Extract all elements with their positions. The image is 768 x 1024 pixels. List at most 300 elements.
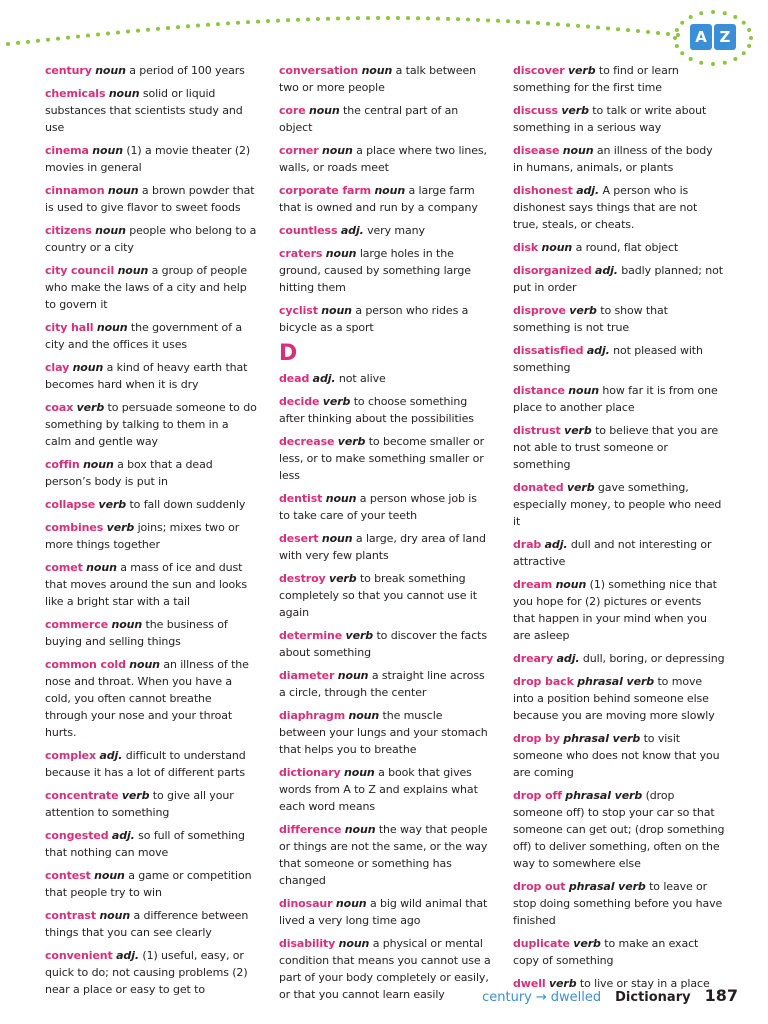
definition: to break something completely so that you cannot use it again	[279, 572, 477, 619]
arrow-icon: →	[535, 990, 547, 1005]
headword: citizens	[45, 224, 92, 237]
dot	[536, 21, 540, 25]
dot	[266, 19, 270, 23]
headword: disorganized	[513, 264, 592, 277]
part-of-speech: phrasal verb	[563, 732, 641, 745]
dictionary-entry	[45, 182, 257, 216]
part-of-speech: noun	[83, 458, 114, 471]
definition: a large, dry area of land with very few plants	[279, 532, 486, 562]
dot	[747, 28, 751, 32]
dot	[711, 10, 715, 14]
headword: drab	[513, 538, 542, 551]
definition: a big wild animal that lived a very long time ago	[279, 897, 488, 927]
dot	[206, 23, 210, 27]
part-of-speech: noun	[321, 532, 353, 545]
dot	[446, 17, 450, 21]
part-of-speech: verb	[337, 435, 366, 448]
definition: not alive	[338, 372, 386, 385]
part-of-speech: noun	[348, 709, 380, 722]
definition: joins; mixes two or more things together	[45, 521, 240, 551]
headword: concentrate	[45, 789, 119, 802]
definition: badly planned; not put in order	[513, 264, 723, 294]
part-of-speech: noun	[555, 578, 587, 591]
dot	[689, 57, 693, 61]
headword: dead	[279, 372, 310, 385]
dictionary-entry	[45, 456, 257, 490]
dot	[246, 20, 250, 24]
definition: to talk or write about something in a serious way	[513, 104, 707, 134]
column-2	[279, 62, 491, 1001]
dot	[656, 31, 660, 35]
definition: the business of buying and selling things	[45, 618, 228, 648]
dictionary-entry	[45, 907, 257, 941]
dot	[126, 30, 130, 34]
part-of-speech: verb	[561, 104, 589, 117]
dot	[689, 15, 693, 19]
headword: dictionary	[279, 766, 341, 779]
dot	[742, 51, 746, 55]
dictionary-entry	[513, 479, 725, 530]
range-start: century	[482, 990, 532, 1005]
headword: clay	[45, 361, 70, 374]
definition: a book that gives words from A to Z and explains what each word means	[279, 766, 478, 813]
dot	[276, 19, 280, 23]
definition: difficult to understand because it has a lot of different parts	[45, 749, 246, 779]
headword: disability	[279, 937, 336, 950]
dot	[526, 20, 530, 24]
headword: city council	[45, 264, 115, 277]
part-of-speech: noun	[562, 144, 594, 157]
dot	[747, 44, 751, 48]
definition: a person whose job is to take care of your teeth	[279, 492, 477, 522]
part-of-speech: noun	[325, 247, 357, 260]
headword: decrease	[279, 435, 335, 448]
dot	[286, 18, 290, 22]
dot	[216, 22, 220, 26]
badge-letter-z: Z	[714, 24, 736, 50]
part-of-speech: noun	[96, 321, 128, 334]
headword: conversation	[279, 64, 359, 77]
headword: complex	[45, 749, 97, 762]
part-of-speech: verb	[322, 395, 351, 408]
headword: dwell	[513, 977, 546, 990]
dot	[733, 57, 737, 61]
dot	[156, 27, 160, 31]
dot	[236, 21, 240, 25]
dot	[106, 31, 110, 35]
dot	[546, 22, 550, 26]
dictionary-entry	[513, 935, 725, 969]
dictionary-entry	[279, 245, 491, 296]
dot	[166, 26, 170, 30]
badge-letter-a: A	[690, 24, 712, 50]
part-of-speech: noun	[99, 909, 131, 922]
dot	[356, 16, 360, 20]
dot	[466, 18, 470, 22]
dot	[26, 40, 30, 44]
dot	[456, 17, 460, 21]
definition: to believe that you are not able to trust someone or something	[513, 424, 719, 471]
dot	[596, 25, 600, 29]
headword: decide	[279, 395, 320, 408]
part-of-speech: noun	[322, 144, 353, 157]
section-title: Dictionary	[615, 990, 691, 1005]
page-footer	[482, 986, 738, 1006]
dot	[326, 17, 330, 21]
headword: dishonest	[513, 184, 573, 197]
part-of-speech: verb	[121, 789, 150, 802]
part-of-speech: noun	[337, 669, 369, 682]
dot	[723, 11, 727, 15]
dictionary-entry	[45, 867, 257, 901]
definition: to persuade someone to do something by talking to them in a calm and gentle way	[45, 401, 257, 448]
part-of-speech: adj.	[556, 652, 580, 665]
headword: dentist	[279, 492, 323, 505]
definition: (drop someone off) to stop your car so that someone can get out; (drop something off) to deliver something, often on the way to somewhere else	[513, 789, 725, 870]
headword: chemicals	[45, 87, 106, 100]
dictionary-entry	[45, 62, 257, 79]
headword: cinnamon	[45, 184, 105, 197]
dot	[396, 16, 400, 20]
dot	[406, 16, 410, 20]
dictionary-entry	[513, 342, 725, 376]
dot	[616, 27, 620, 31]
headword: cyclist	[279, 304, 318, 317]
headword: common cold	[45, 658, 126, 671]
dot	[636, 29, 640, 33]
part-of-speech: noun	[94, 869, 125, 882]
dictionary-entry	[279, 393, 491, 427]
definition: a group of people who make the laws of a city and help to govern it	[45, 264, 247, 311]
definition: the muscle between your lungs and your stomach that helps you to breathe	[279, 709, 488, 756]
part-of-speech: verb	[345, 629, 374, 642]
definition: to choose something after thinking about the possibilities	[279, 395, 474, 425]
headword: collapse	[45, 498, 96, 511]
definition: an illness of the nose and throat. When you have a cold, you often cannot breathe through your nose and your throat hurts.	[45, 658, 249, 739]
dictionary-entry	[513, 878, 725, 929]
dictionary-entry	[279, 707, 491, 758]
definition: A person who is dishonest says things that are not true, steals, or cheats.	[513, 184, 698, 231]
dot	[556, 22, 560, 26]
headword: coffin	[45, 458, 80, 471]
dot	[673, 36, 677, 40]
dictionary-entry	[513, 576, 725, 644]
dot	[56, 37, 60, 41]
dictionary-entry	[45, 787, 257, 821]
part-of-speech: verb	[76, 401, 105, 414]
dictionary-entry	[513, 102, 725, 136]
definition: to live or stay in a place	[579, 977, 710, 990]
definition: so full of something that nothing can move	[45, 829, 245, 859]
dot	[136, 29, 140, 33]
headword: core	[279, 104, 306, 117]
headword: disprove	[513, 304, 566, 317]
part-of-speech: noun	[344, 823, 376, 836]
dictionary-entry	[279, 821, 491, 889]
headword: craters	[279, 247, 323, 260]
definition: (1) something nice that you hope for (2) pictures or events that happen in your mind when you are asleep	[513, 578, 717, 642]
part-of-speech: verb	[329, 572, 357, 585]
dot	[675, 28, 679, 32]
dot	[86, 34, 90, 38]
part-of-speech: noun	[338, 937, 370, 950]
dot	[680, 51, 684, 55]
dictionary-entry	[45, 222, 257, 256]
definition: a person who rides a bicycle as a sport	[279, 304, 469, 334]
dot	[506, 19, 510, 23]
dot	[626, 28, 630, 32]
definition: to become smaller or less, or to make something smaller or less	[279, 435, 485, 482]
headword: comet	[45, 561, 83, 574]
part-of-speech: noun	[92, 144, 123, 157]
dot	[76, 35, 80, 39]
dictionary-entry	[45, 827, 257, 861]
definition: to make an exact copy of something	[513, 937, 699, 967]
headword: drop off	[513, 789, 562, 802]
definition: to give all your attention to something	[45, 789, 234, 819]
part-of-speech: noun	[308, 104, 340, 117]
dictionary-entry	[279, 370, 491, 387]
dictionary-entry	[513, 730, 725, 781]
dot	[416, 16, 420, 20]
headword: city hall	[45, 321, 94, 334]
dot	[36, 39, 40, 43]
dot	[226, 21, 230, 25]
definition: a box that a dead person’s body is put in	[45, 458, 213, 488]
dictionary-entry	[279, 935, 491, 1003]
dictionary-entry	[45, 656, 257, 741]
headword: combines	[45, 521, 104, 534]
headword: coax	[45, 401, 74, 414]
dictionary-entry	[513, 142, 725, 176]
headword: corporate farm	[279, 184, 372, 197]
definition: a kind of heavy earth that becomes hard when it is dry	[45, 361, 248, 391]
definition: very many	[367, 224, 425, 237]
dictionary-entry	[513, 262, 725, 296]
dictionary-entry	[513, 182, 725, 233]
range-end: dwelled	[550, 990, 602, 1005]
dot	[176, 25, 180, 29]
part-of-speech: verb	[573, 937, 601, 950]
dictionary-entry	[279, 570, 491, 621]
part-of-speech: noun	[107, 184, 139, 197]
part-of-speech: noun	[335, 897, 367, 910]
headword: duplicate	[513, 937, 570, 950]
dot	[486, 18, 490, 22]
dot	[66, 36, 70, 40]
headword: countless	[279, 224, 338, 237]
part-of-speech: adj.	[312, 372, 336, 385]
part-of-speech: noun	[325, 492, 357, 505]
definition: to leave or stop doing something before you have finished	[513, 880, 723, 927]
dictionary-entry	[45, 747, 257, 781]
definition: (1) a movie theater (2) movies in general	[45, 144, 251, 174]
dictionary-entry	[45, 85, 257, 136]
definition: a talk between two or more people	[279, 64, 477, 94]
part-of-speech: adj.	[99, 749, 123, 762]
part-of-speech: adj.	[586, 344, 610, 357]
dot	[436, 17, 440, 21]
headword: determine	[279, 629, 343, 642]
dot	[586, 25, 590, 29]
dot	[306, 17, 310, 21]
headword: donated	[513, 481, 564, 494]
a-to-z-badge-icon	[690, 24, 736, 52]
headword: century	[45, 64, 92, 77]
headword: desert	[279, 532, 319, 545]
part-of-speech: noun	[344, 766, 375, 779]
part-of-speech: adj.	[116, 949, 139, 962]
dot	[646, 30, 650, 34]
definition: a game or competition that people try to win	[45, 869, 252, 899]
definition: an illness of the body in humans, animals, or plants	[513, 144, 713, 174]
dictionary-entry	[45, 947, 257, 998]
part-of-speech: noun	[86, 561, 117, 574]
dot	[699, 11, 703, 15]
headword: disk	[513, 241, 539, 254]
dictionary-entry	[513, 239, 725, 256]
dot	[496, 19, 500, 23]
headword: disease	[513, 144, 560, 157]
definition: a mass of ice and dust that moves around the sun and looks like a bright star with a tail	[45, 561, 247, 608]
dot	[336, 17, 340, 21]
headword: dinosaur	[279, 897, 333, 910]
part-of-speech: noun	[129, 658, 160, 671]
dictionary-entry	[279, 627, 491, 661]
dictionary-entry	[45, 616, 257, 650]
part-of-speech: noun	[321, 304, 352, 317]
dot	[606, 26, 610, 30]
dot	[256, 20, 260, 24]
dictionary-entry	[513, 62, 725, 96]
dictionary-entry	[45, 399, 257, 450]
dot	[676, 33, 680, 37]
section-letter: D	[279, 341, 298, 366]
dot	[196, 24, 200, 28]
dot	[386, 16, 390, 20]
definition: the government of a city and the offices it uses	[45, 321, 242, 351]
dictionary-entry	[513, 382, 725, 416]
dictionary-entry	[45, 359, 257, 393]
part-of-speech: verb	[567, 64, 596, 77]
headword: discover	[513, 64, 565, 77]
headword: drop out	[513, 880, 566, 893]
part-of-speech: verb	[106, 521, 135, 534]
part-of-speech: adj.	[544, 538, 568, 551]
dot	[680, 21, 684, 25]
part-of-speech: adj.	[111, 829, 135, 842]
definition: to show that something is not true	[513, 304, 668, 334]
dictionary-entry	[279, 764, 491, 815]
part-of-speech: noun	[568, 384, 599, 397]
definition: people who belong to a country or a city	[45, 224, 257, 254]
dot	[366, 16, 370, 20]
dictionary-entry	[279, 142, 491, 176]
part-of-speech: verb	[569, 304, 597, 317]
dot	[116, 31, 120, 35]
dictionary-entry	[279, 895, 491, 929]
headword: drop by	[513, 732, 560, 745]
dictionary-entry	[513, 673, 725, 724]
dot	[346, 16, 350, 20]
dot	[516, 20, 520, 24]
headword: commerce	[45, 618, 109, 631]
dot	[666, 32, 670, 36]
part-of-speech: verb	[98, 498, 127, 511]
definition: to discover the facts about something	[279, 629, 487, 659]
part-of-speech: adj.	[595, 264, 618, 277]
headword: distance	[513, 384, 565, 397]
dot	[6, 42, 10, 46]
headword: dream	[513, 578, 553, 591]
dictionary-entry	[45, 496, 257, 513]
dictionary-entry	[279, 530, 491, 564]
headword: contest	[45, 869, 91, 882]
headword: drop back	[513, 675, 574, 688]
part-of-speech: noun	[95, 224, 126, 237]
dictionary-entry	[45, 262, 257, 313]
dictionary-entry	[45, 142, 257, 176]
page-number: 187	[704, 986, 738, 1005]
dot	[576, 24, 580, 28]
dictionary-entry	[279, 102, 491, 136]
page-range	[482, 990, 601, 1005]
part-of-speech: noun	[111, 618, 143, 631]
definition: to visit someone who does not know that you are coming	[513, 732, 720, 779]
dictionary-entry	[279, 302, 491, 336]
part-of-speech: verb	[548, 977, 577, 990]
headword: cinema	[45, 144, 89, 157]
part-of-speech: noun	[72, 361, 104, 374]
definition: how far it is from one place to another place	[513, 384, 718, 414]
dot	[316, 17, 320, 21]
definition: not pleased with something	[513, 344, 703, 374]
decorative-dot-border	[0, 0, 768, 70]
dictionary-entry	[279, 433, 491, 484]
part-of-speech: phrasal verb	[577, 675, 655, 688]
part-of-speech: verb	[566, 481, 595, 494]
dictionary-entry	[45, 319, 257, 353]
part-of-speech: noun	[374, 184, 406, 197]
definition: a straight line across a circle, through the center	[279, 669, 485, 699]
definition: dull, boring, or depressing	[582, 652, 725, 665]
headword: dissatisfied	[513, 344, 584, 357]
definition: a difference between things that you can see clearly	[45, 909, 249, 939]
headword: convenient	[45, 949, 113, 962]
part-of-speech: adj.	[340, 224, 364, 237]
dictionary-entry	[279, 222, 491, 239]
definition: the way that people or things are not the same, or the way that someone or something has changed	[279, 823, 488, 887]
definition: large holes in the ground, caused by something large hitting them	[279, 247, 471, 294]
definition: to move into a position behind someone else because you are moving more slowly	[513, 675, 715, 722]
dictionary-entry	[279, 490, 491, 524]
dot	[733, 15, 737, 19]
dot	[675, 44, 679, 48]
headword: diameter	[279, 669, 335, 682]
headword: congested	[45, 829, 109, 842]
dictionary-entry	[279, 182, 491, 216]
dot	[476, 18, 480, 22]
dot	[186, 24, 190, 28]
part-of-speech: phrasal verb	[565, 789, 643, 802]
definition: gave something, especially money, to people who need it	[513, 481, 722, 528]
dictionary-entry	[513, 302, 725, 336]
part-of-speech: adj.	[576, 184, 600, 197]
dictionary-entry	[513, 536, 725, 570]
definition: (1) useful, easy, or quick to do; not causing problems (2) near a place or easy to get to	[45, 949, 248, 996]
part-of-speech: noun	[108, 87, 140, 100]
dot	[146, 28, 150, 32]
